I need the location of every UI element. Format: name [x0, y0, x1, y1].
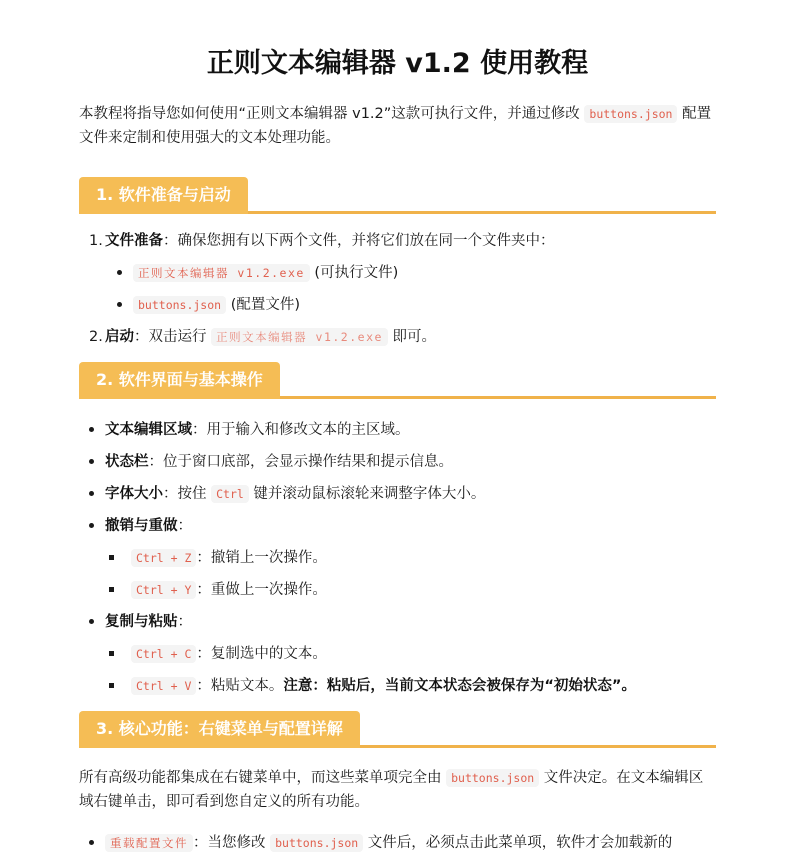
inline-code: Ctrl + Y [131, 581, 196, 599]
square-bullet-icon [109, 587, 114, 592]
intro-text: 本教程将指导您如何使用“正则文本编辑器 v1.2”这款可执行文件，并通过修改 [79, 106, 585, 122]
inline-code: Ctrl + V [131, 677, 196, 695]
list-marker: 2. [89, 329, 103, 345]
square-bullet-icon [109, 683, 114, 688]
list-item [79, 579, 716, 601]
item-text: ：撤销上一次操作。 [196, 550, 327, 566]
item-text: 文件后，必须点击此菜单项，软件才会加载新的 [363, 835, 673, 851]
item-label: 文本编辑区域 [105, 422, 192, 438]
list-item [105, 294, 716, 316]
sub-list [79, 643, 716, 697]
list-item [79, 832, 716, 854]
item-text: (可执行文件) [309, 265, 399, 281]
section-heading-2 [79, 362, 716, 399]
item-text: ：位于窗口底部，会显示操作结果和提示信息。 [148, 454, 453, 470]
item-text: ：重做上一次操作。 [196, 582, 327, 598]
sub-list [105, 262, 716, 316]
bullet-icon [89, 427, 94, 432]
list-item [79, 483, 716, 505]
list-item [79, 611, 716, 633]
warning-note: 注意：粘贴后，当前文本状态会被保存为“初始状态”。 [283, 678, 636, 694]
list-marker: 1. [89, 233, 103, 249]
list-item [79, 419, 716, 441]
list-item [79, 515, 716, 537]
bullet-icon [89, 459, 94, 464]
inline-code: Ctrl [211, 485, 249, 503]
section-heading-label: 3. 核心功能：右键菜单与配置详解 [79, 711, 360, 748]
list-item [79, 451, 716, 473]
bullet-icon [89, 523, 94, 528]
item-text: ：用于输入和修改文本的主区域。 [192, 422, 410, 438]
list-item [79, 547, 716, 569]
paragraph-text: 文件决定。在文本编辑区域右键单击，即可看到您自定义的所有功能。 [79, 770, 704, 810]
ordered-list [79, 230, 716, 348]
sub-list [79, 547, 716, 601]
item-label: 字体大小 [105, 486, 163, 502]
list-item [79, 326, 716, 348]
bullet-list [79, 832, 716, 854]
section-heading-3 [79, 711, 716, 748]
item-text: ： [177, 518, 192, 534]
inline-code: buttons.json [584, 105, 677, 123]
bullet-icon [117, 270, 122, 275]
list-item [105, 262, 716, 284]
section-heading-label: 1. 软件准备与启动 [79, 177, 248, 214]
bullet-icon [89, 840, 94, 845]
item-label: 撤销与重做 [105, 518, 178, 534]
section-paragraph [79, 766, 716, 814]
item-text: ：当您修改 [193, 835, 271, 851]
item-text: ：确保您拥有以下两个文件，并将它们放在同一个文件夹中： [163, 233, 555, 249]
inline-code: buttons.json [446, 769, 539, 787]
section-heading-1 [79, 177, 716, 214]
item-label: 启动 [105, 329, 134, 345]
item-text: ：粘贴文本。 [196, 678, 284, 694]
item-text: ：复制选中的文本。 [196, 646, 327, 662]
inline-code: 重载配置文件 [105, 834, 193, 852]
inline-code: 正则文本编辑器 v1.2.exe [211, 328, 388, 346]
paragraph-text: 所有高级功能都集成在右键菜单中，而这些菜单项完全由 [79, 770, 447, 786]
section-heading-label: 2. 软件界面与基本操作 [79, 362, 280, 399]
inline-code: Ctrl + Z [131, 549, 196, 567]
bullet-list [79, 419, 716, 697]
inline-code: buttons.json [133, 296, 226, 314]
item-text: ：按住 [163, 486, 212, 502]
intro-paragraph [79, 102, 716, 150]
inline-code: Ctrl + C [131, 645, 196, 663]
list-item [79, 675, 716, 697]
item-text: 即可。 [387, 329, 437, 345]
item-text: 键并滚动鼠标滚轮来调整字体大小。 [248, 486, 486, 502]
item-text: (配置文件) [226, 297, 301, 313]
bullet-icon [89, 619, 94, 624]
item-text: ： [177, 614, 192, 630]
intro-text: 配置文件来定制和使用强大的文本处理功能。 [79, 106, 712, 146]
item-label: 复制与粘贴 [105, 614, 178, 630]
item-label: 文件准备 [105, 233, 163, 249]
square-bullet-icon [109, 555, 114, 560]
bullet-icon [117, 302, 122, 307]
item-text: ：双击运行 [134, 329, 212, 345]
square-bullet-icon [109, 651, 114, 656]
item-label: 状态栏 [105, 454, 149, 470]
inline-code: 正则文本编辑器 v1.2.exe [133, 264, 310, 282]
inline-code: buttons.json [270, 834, 363, 852]
list-item [79, 230, 716, 316]
page-title: 正则文本编辑器 v1.2 使用教程 [206, 48, 589, 79]
list-item [79, 643, 716, 665]
bullet-icon [89, 491, 94, 496]
